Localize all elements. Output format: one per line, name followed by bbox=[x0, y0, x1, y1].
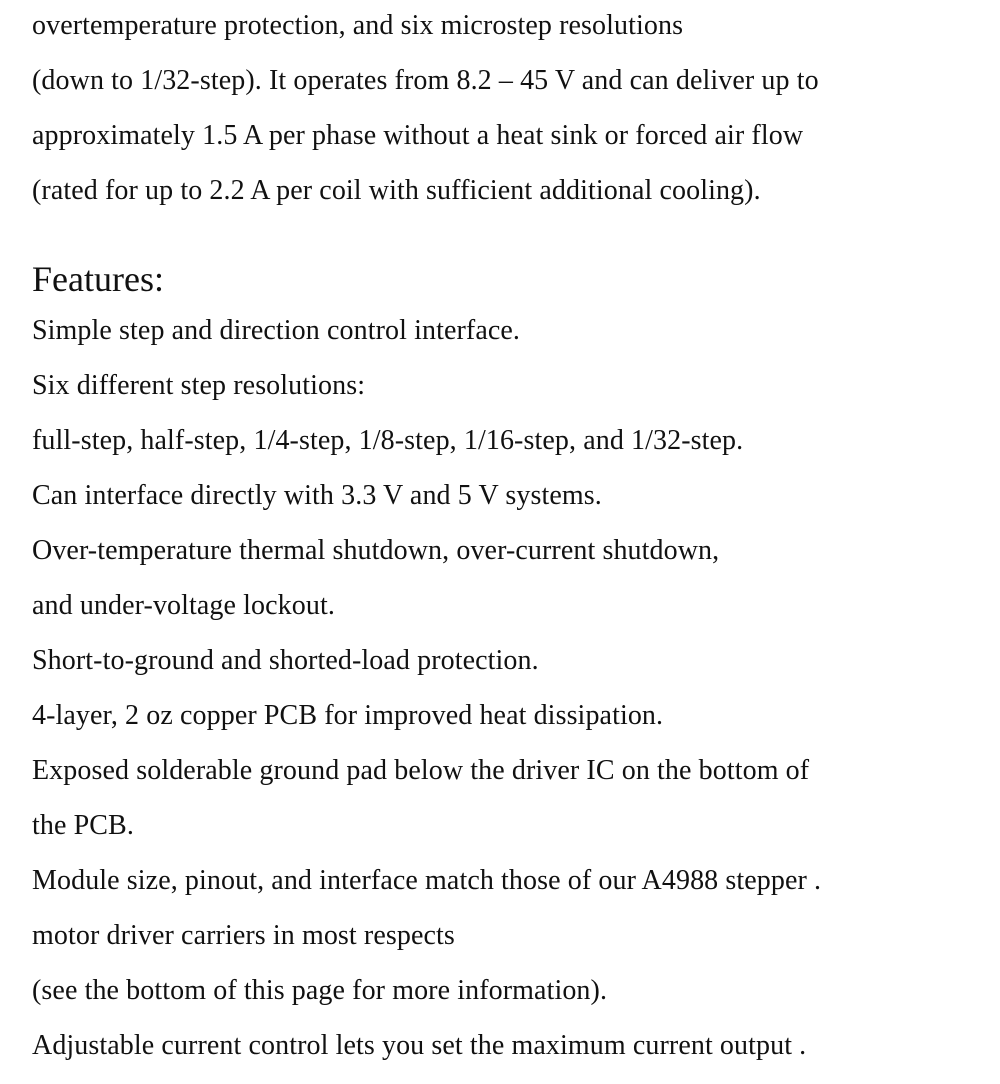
feature-line: motor driver carriers in most respects bbox=[32, 920, 455, 951]
feature-line: Short-to-ground and shorted-load protection. bbox=[32, 645, 539, 676]
feature-line: full-step, half-step, 1/4-step, 1/8-step, 1/16-step, and 1/32-step. bbox=[32, 425, 744, 456]
feature-line: Adjustable current control lets you set the maximum current output . bbox=[32, 1030, 807, 1061]
feature-line: Over-temperature thermal shutdown, over-current shutdown, bbox=[32, 535, 720, 566]
intro-line: approximately 1.5 A per phase without a heat sink or forced air flow bbox=[32, 120, 804, 151]
intro-line: overtemperature protection, and six microstep resolutions bbox=[32, 10, 684, 41]
intro-line: (rated for up to 2.2 A per coil with sufficient additional cooling). bbox=[32, 175, 761, 206]
intro-line: (down to 1/32-step). It operates from 8.2 – 45 V and can deliver up to bbox=[32, 65, 819, 96]
features-heading: Features: bbox=[32, 259, 164, 299]
feature-line: Six different step resolutions: bbox=[32, 370, 366, 401]
feature-line: Module size, pinout, and interface match those of our A4988 stepper . bbox=[32, 865, 822, 896]
feature-line: and under-voltage lockout. bbox=[32, 590, 335, 621]
feature-line: the PCB. bbox=[32, 810, 134, 841]
feature-line: Simple step and direction control interface. bbox=[32, 315, 521, 346]
feature-line: 4-layer, 2 oz copper PCB for improved heat dissipation. bbox=[32, 700, 664, 731]
feature-line: Can interface directly with 3.3 V and 5 V systems. bbox=[32, 480, 602, 511]
feature-line: Exposed solderable ground pad below the driver IC on the bottom of bbox=[32, 755, 810, 786]
feature-line: (see the bottom of this page for more information). bbox=[32, 975, 608, 1006]
